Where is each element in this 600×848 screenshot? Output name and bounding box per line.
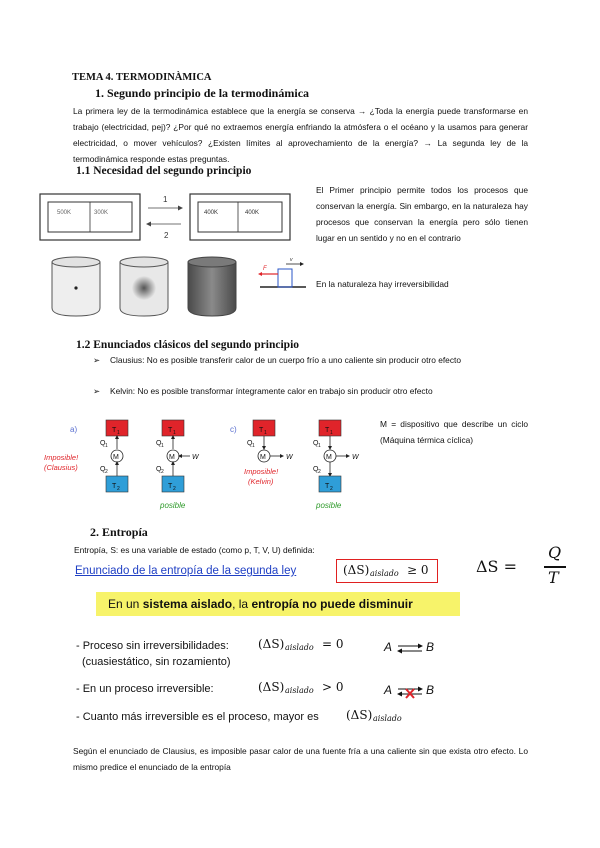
beaker-2 — [120, 257, 168, 316]
velocity-label: v — [290, 257, 293, 263]
svg-text:2: 2 — [173, 486, 176, 492]
intro-paragraph: La primera ley de la termodinámica establece que la energía se conserva → ¿Toda la energía puede transformarse en trabajo (electricidad, pej)? ¿Por qué no extraemos energía enfriando la atmósfera o el océano y la usamos para generar electricidad, o mover vehículos? ¿Existen límites al aprovechamiento de la energía? → La segunda ley de la termodinámica responde estas preguntas. — [73, 106, 528, 164]
svg-text:T: T — [112, 427, 117, 434]
machine-clausius-impossible — [44, 420, 128, 492]
svg-text:2: 2 — [117, 486, 120, 492]
irreversible-formula: (ΔS) aislado > 0 — [258, 680, 344, 695]
svg-text:2: 2 — [318, 469, 321, 475]
label-a: a) — [70, 425, 78, 434]
impossible-clausius-1: Imposible! — [44, 453, 79, 462]
svg-text:T: T — [112, 483, 117, 490]
right-box-inner — [198, 202, 282, 232]
right-box-outer — [190, 194, 290, 240]
svg-text:Q: Q — [156, 440, 162, 447]
beakers-figure — [40, 252, 280, 318]
left-box-temp-a: 500K — [57, 210, 72, 216]
label-c: c) — [230, 425, 237, 434]
left-box-temp-b: 300K — [94, 210, 109, 216]
svg-text:W: W — [352, 454, 359, 461]
arrow-label-1: 1 — [163, 195, 168, 204]
machine-kelvin-impossible — [230, 420, 294, 486]
subsection-1-1-text: El Primer principio permite todos los procesos que conservan la energía. Sin embargo, en la naturaleza hay procesos que conservan la energía pero sólo tienen lugar en un sentido y no en el contrario — [316, 185, 528, 243]
section-2-heading: 2. Entropía — [90, 525, 148, 539]
beaker-3 — [188, 257, 236, 316]
svg-text:Q: Q — [313, 440, 319, 447]
svg-text:1: 1 — [161, 443, 164, 449]
svg-text:T: T — [259, 427, 264, 434]
svg-text:1: 1 — [173, 430, 176, 436]
svg-text:1: 1 — [318, 443, 321, 449]
subsection-1-1-heading: 1.1 Necesidad del segundo principio — [76, 165, 252, 177]
impossible-kelvin-1: Imposible! — [244, 467, 279, 476]
subsection-1-2-heading: 1.2 Enunciados clásicos del segundo principio — [76, 339, 300, 351]
reversible-note: (cuasiestático, sin rozamiento) — [82, 656, 231, 668]
svg-text:T: T — [168, 483, 173, 490]
svg-text:M: M — [113, 454, 119, 461]
force-label: F — [263, 266, 267, 272]
machine-possible-2 — [313, 420, 360, 510]
reversible-line: - Proceso sin irreversibilidades: — [76, 640, 229, 652]
reversible-formula: (ΔS) aislado = 0 — [258, 637, 344, 652]
svg-text:2: 2 — [330, 486, 333, 492]
svg-text:1: 1 — [330, 430, 333, 436]
bullet-kelvin: Kelvin: No es posible transformar íntegramente calor en trabajo sin producir otro efecto — [110, 386, 433, 396]
highlight-box — [96, 592, 460, 616]
heat-machine-diagrams — [38, 414, 368, 514]
double-arrow-icon — [396, 642, 424, 654]
right-box-temp-a: 400K — [204, 210, 219, 216]
bullet-arrow-1: ➢ — [93, 355, 101, 365]
closing-paragraph: Según el enunciado de Clausius, es imposible pasar calor de una fuente fría a una caliente sin que exista otro efecto. Lo mismo predice el enunciado de la entropía — [73, 746, 528, 772]
machine-definition: M = dispositivo que describe un ciclo (Máquina térmica cíclica) — [380, 419, 528, 445]
svg-text:Q: Q — [313, 466, 319, 473]
delta-s-formula: ΔS = Q T — [476, 545, 576, 589]
blocked-arrow-icon — [396, 685, 424, 699]
doc-title: TEMA 4. TERMODINÀMICA — [72, 72, 212, 83]
svg-text:M: M — [326, 454, 332, 461]
enunciado-link[interactable]: Enunciado de la entropía de la segunda ley — [75, 565, 297, 577]
svg-text:1: 1 — [264, 430, 267, 436]
svg-text:Q: Q — [156, 466, 162, 473]
right-box-temp-b: 400K — [245, 210, 260, 216]
sliding-block-figure — [258, 256, 308, 292]
svg-text:T: T — [325, 427, 330, 434]
svg-text:T: T — [168, 427, 173, 434]
machine-possible-1 — [156, 420, 200, 510]
svg-text:W: W — [192, 454, 199, 461]
svg-text:Q: Q — [247, 440, 253, 447]
more-formula: (ΔS) aislado — [346, 708, 402, 723]
bullet-clausius: Clausius: No es posible transferir calor de un cuerpo frío a uno caliente sin producir otro efecto — [110, 355, 462, 365]
reversible-ab: A B — [384, 640, 435, 654]
svg-text:1: 1 — [117, 430, 120, 436]
arrow-forward-head — [178, 206, 183, 211]
irreversibility-note: En la naturaleza hay irreversibilidad — [316, 279, 449, 289]
irreversible-line: - En un proceso irreversible: — [76, 683, 214, 695]
possible-label-1: posible — [160, 501, 186, 510]
svg-text:1: 1 — [252, 443, 255, 449]
more-irreversible-line: - Cuanto más irreversible es el proceso, mayor es — [76, 711, 319, 723]
bullet-arrow-2: ➢ — [93, 386, 101, 396]
irreversible-ab: A B — [384, 683, 435, 697]
svg-text:2: 2 — [105, 469, 108, 475]
svg-text:Q: Q — [100, 440, 106, 447]
svg-text:T: T — [325, 483, 330, 490]
entropy-definition: Entropía, S: es una variable de estado (como p, T, V, U) definida: — [74, 545, 315, 555]
impossible-clausius-2: (Clausius) — [44, 463, 78, 472]
svg-text:M: M — [169, 454, 175, 461]
svg-text:2: 2 — [161, 469, 164, 475]
heat-boxes-figure — [38, 188, 300, 246]
highlight-text: En un sistema aislado, la entropía no puede disminuir — [108, 597, 413, 611]
beaker-1 — [52, 257, 100, 316]
impossible-kelvin-2: (Kelvin) — [248, 477, 274, 486]
svg-text:W: W — [286, 454, 293, 461]
arrow-back-head — [146, 222, 151, 227]
arrow-label-2: 2 — [164, 231, 169, 240]
section-1-heading: 1. Segundo principio de la termodinámica — [95, 86, 310, 100]
svg-text:1: 1 — [105, 443, 108, 449]
svg-text:Q: Q — [100, 466, 106, 473]
possible-label-2: posible — [316, 501, 342, 510]
svg-text:M: M — [260, 454, 266, 461]
enunciado-formula-box: (ΔS) aislado ≥ 0 — [336, 559, 438, 583]
